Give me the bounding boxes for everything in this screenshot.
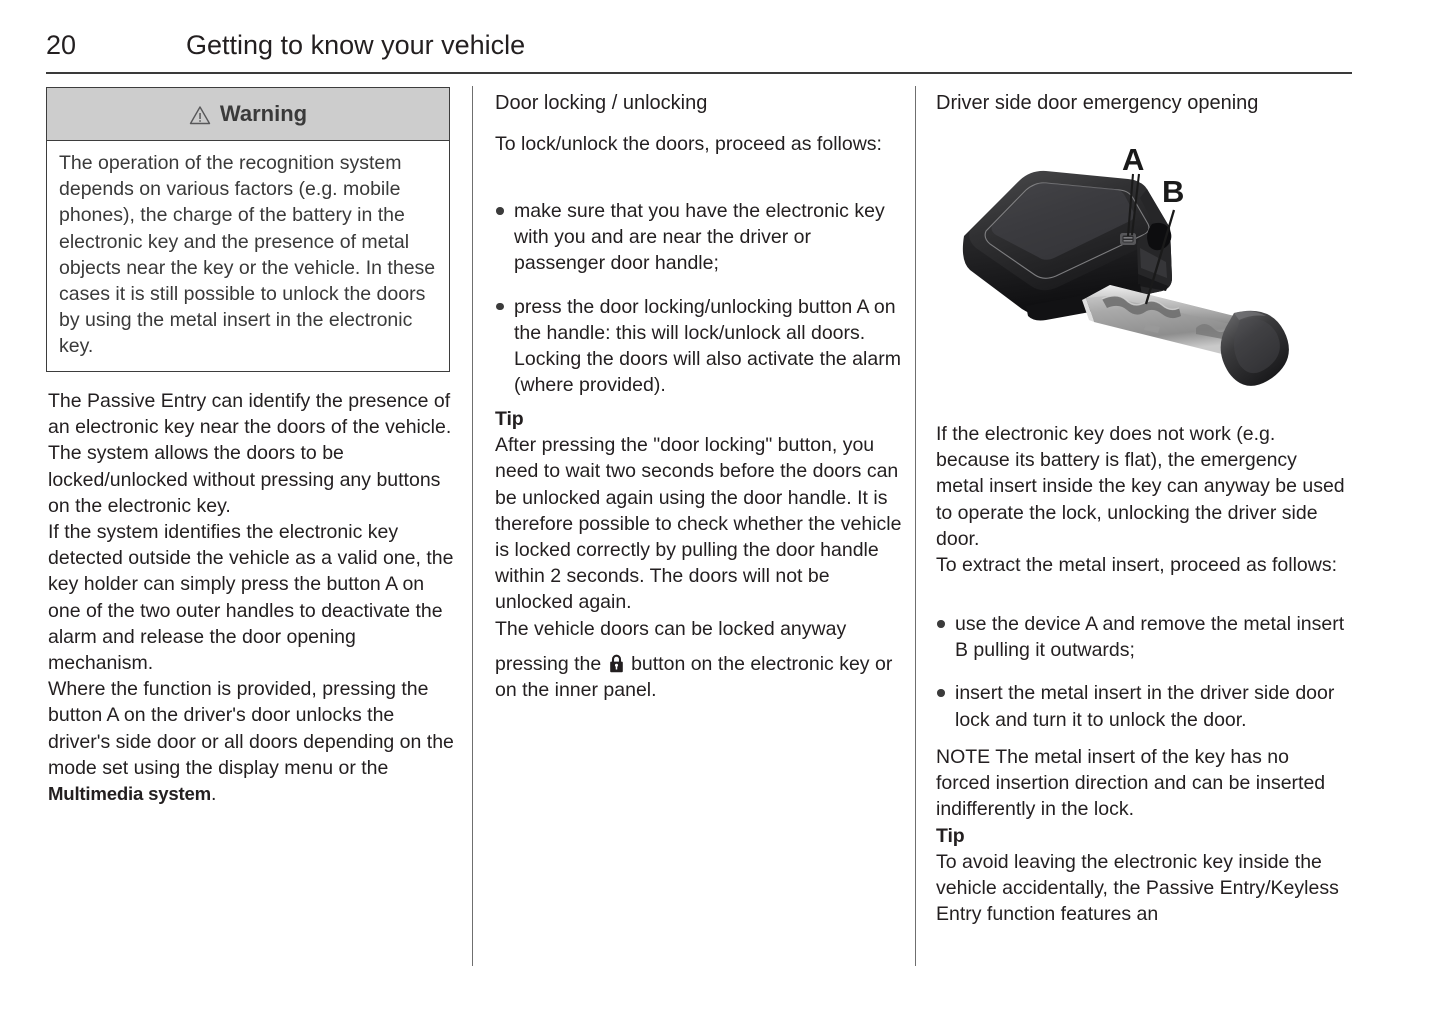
metal-insert-key-blade <box>1082 285 1289 386</box>
warning-body-text: The operation of the recognition system depends on various factors (e.g. mobile phones), the charge of the battery in the electronic key and the presence of metal objects near the key or the vehicle. In these cases it is still possible to unlock the doors by using the metal insert in the electronic key. <box>59 152 436 358</box>
paragraph-multimedia-start: Where the function is provided, pressing the button A on the driver's door unlocks the driver's side door or all doors depending on the mode set using the display menu or the <box>48 678 454 779</box>
list-item <box>493 294 905 399</box>
paragraph-lock-button <box>495 651 907 703</box>
page-title: Getting to know your vehicle <box>186 30 526 60</box>
column-divider-2 <box>915 86 916 966</box>
bullet-dot-icon <box>937 620 945 628</box>
metal-insert-steps-list <box>934 611 1348 733</box>
list-item-text: insert the metal insert in the driver side door lock and turn it to unlock the door. <box>955 682 1335 731</box>
multimedia-system-emphasis: Multimedia system <box>48 783 211 805</box>
paragraph-tip-two-seconds: After pressing the "door locking" button, you need to wait two seconds before the doors can be unlocked again using the door handle. It is therefore possible to check whether the vehicle is locked correctly by pulling the door handle within 2 seconds. The doors will not be unlocked again. <box>495 434 902 614</box>
paragraph-locked-anyway: The vehicle doors can be locked anyway <box>495 617 847 640</box>
lock-sentence-end: button on the electronic key or on the inner panel. <box>495 652 893 702</box>
column-divider-1 <box>472 86 473 966</box>
warning-title: Warning <box>219 101 308 126</box>
paragraph-multimedia-end: . <box>210 783 217 806</box>
heading-driver-side-emergency-opening: Driver side door emergency opening <box>936 92 1259 114</box>
column-3-text-block <box>936 421 1348 578</box>
callout-a-label: A <box>1122 142 1145 177</box>
column-2-heading-wrap <box>495 90 901 116</box>
paragraph-lock-unlock-intro: To lock/unlock the doors, proceed as follows: <box>495 133 882 155</box>
column-3-heading-wrap <box>936 90 1342 116</box>
warning-triangle-icon <box>189 105 211 125</box>
paragraph-passive-entry: The Passive Entry can identify the presence of an electronic key near the doors of the vehicle. <box>48 390 452 439</box>
list-item <box>934 680 1348 732</box>
tip-label: Tip <box>495 408 524 430</box>
column-2-intro-wrap <box>495 131 895 157</box>
bullet-dot-icon <box>496 303 504 311</box>
page-header <box>46 28 1352 74</box>
paragraph-tip-avoid-leaving: To avoid leaving the electronic key inside the vehicle accidentally, the Passive Entry/Keyless Entry function features an <box>936 850 1339 926</box>
lock-unlock-steps-list <box>493 198 905 398</box>
list-item <box>934 611 1348 663</box>
electronic-key-exploded-diagram <box>934 128 1346 408</box>
column-2 <box>493 86 903 968</box>
column-3-bullet-list-wrap <box>934 611 1348 733</box>
warning-header <box>47 88 449 141</box>
warning-body <box>47 141 449 371</box>
column-3 <box>934 86 1344 968</box>
callout-b-label: B <box>1162 174 1185 209</box>
paragraph-extract-insert: To extract the metal insert, proceed as follows: <box>936 554 1338 577</box>
column-2-tip-wrap <box>495 406 907 703</box>
paragraph-multimedia <box>48 676 454 807</box>
content-columns <box>46 86 1352 968</box>
column-1 <box>46 86 456 968</box>
column-2-bullet-list-wrap <box>493 198 905 398</box>
heading-door-locking-unlocking: Door locking / unlocking <box>495 92 708 114</box>
paragraph-valid-key: If the system identifies the electronic key detected outside the vehicle as a valid one, the key holder can simply press the button A on one of the two outer handles to deactivate the alarm and release the door opening mechanism. <box>48 521 454 675</box>
list-item-text: make sure that you have the electronic key with you and are near the driver or passenger door handle; <box>514 200 885 275</box>
list-item <box>493 198 905 277</box>
page-number: 20 <box>46 30 77 60</box>
warning-callout-box <box>46 87 450 372</box>
list-item-text: press the door locking/unlocking button A on the handle: this will lock/unlock all doors. Locking the doors will also activate the alarm (where provided). <box>514 295 901 397</box>
paragraph-note-insertion: NOTE The metal insert of the key has no forced insertion direction and can be inserted indifferently in the lock. <box>936 746 1326 821</box>
paragraph-system-allows: The system allows the doors to be locked/unlocked without pressing any buttons on the electronic key. <box>48 442 441 517</box>
padlock-icon <box>609 654 624 673</box>
lock-sentence-start: pressing the <box>495 652 607 675</box>
paragraph-key-not-working: If the electronic key does not work (e.g. because its battery is flat), the emergency metal insert inside the key can anyway be used to operate the lock, unlocking the driver side door. <box>936 423 1345 550</box>
list-item-text: use the device A and remove the metal insert B pulling it outwards; <box>955 613 1345 662</box>
column-1-text <box>48 388 454 807</box>
column-3-note-wrap <box>936 744 1348 927</box>
bullet-dot-icon <box>496 207 504 215</box>
bullet-dot-icon <box>937 689 945 697</box>
tip-label: Tip <box>936 824 965 847</box>
